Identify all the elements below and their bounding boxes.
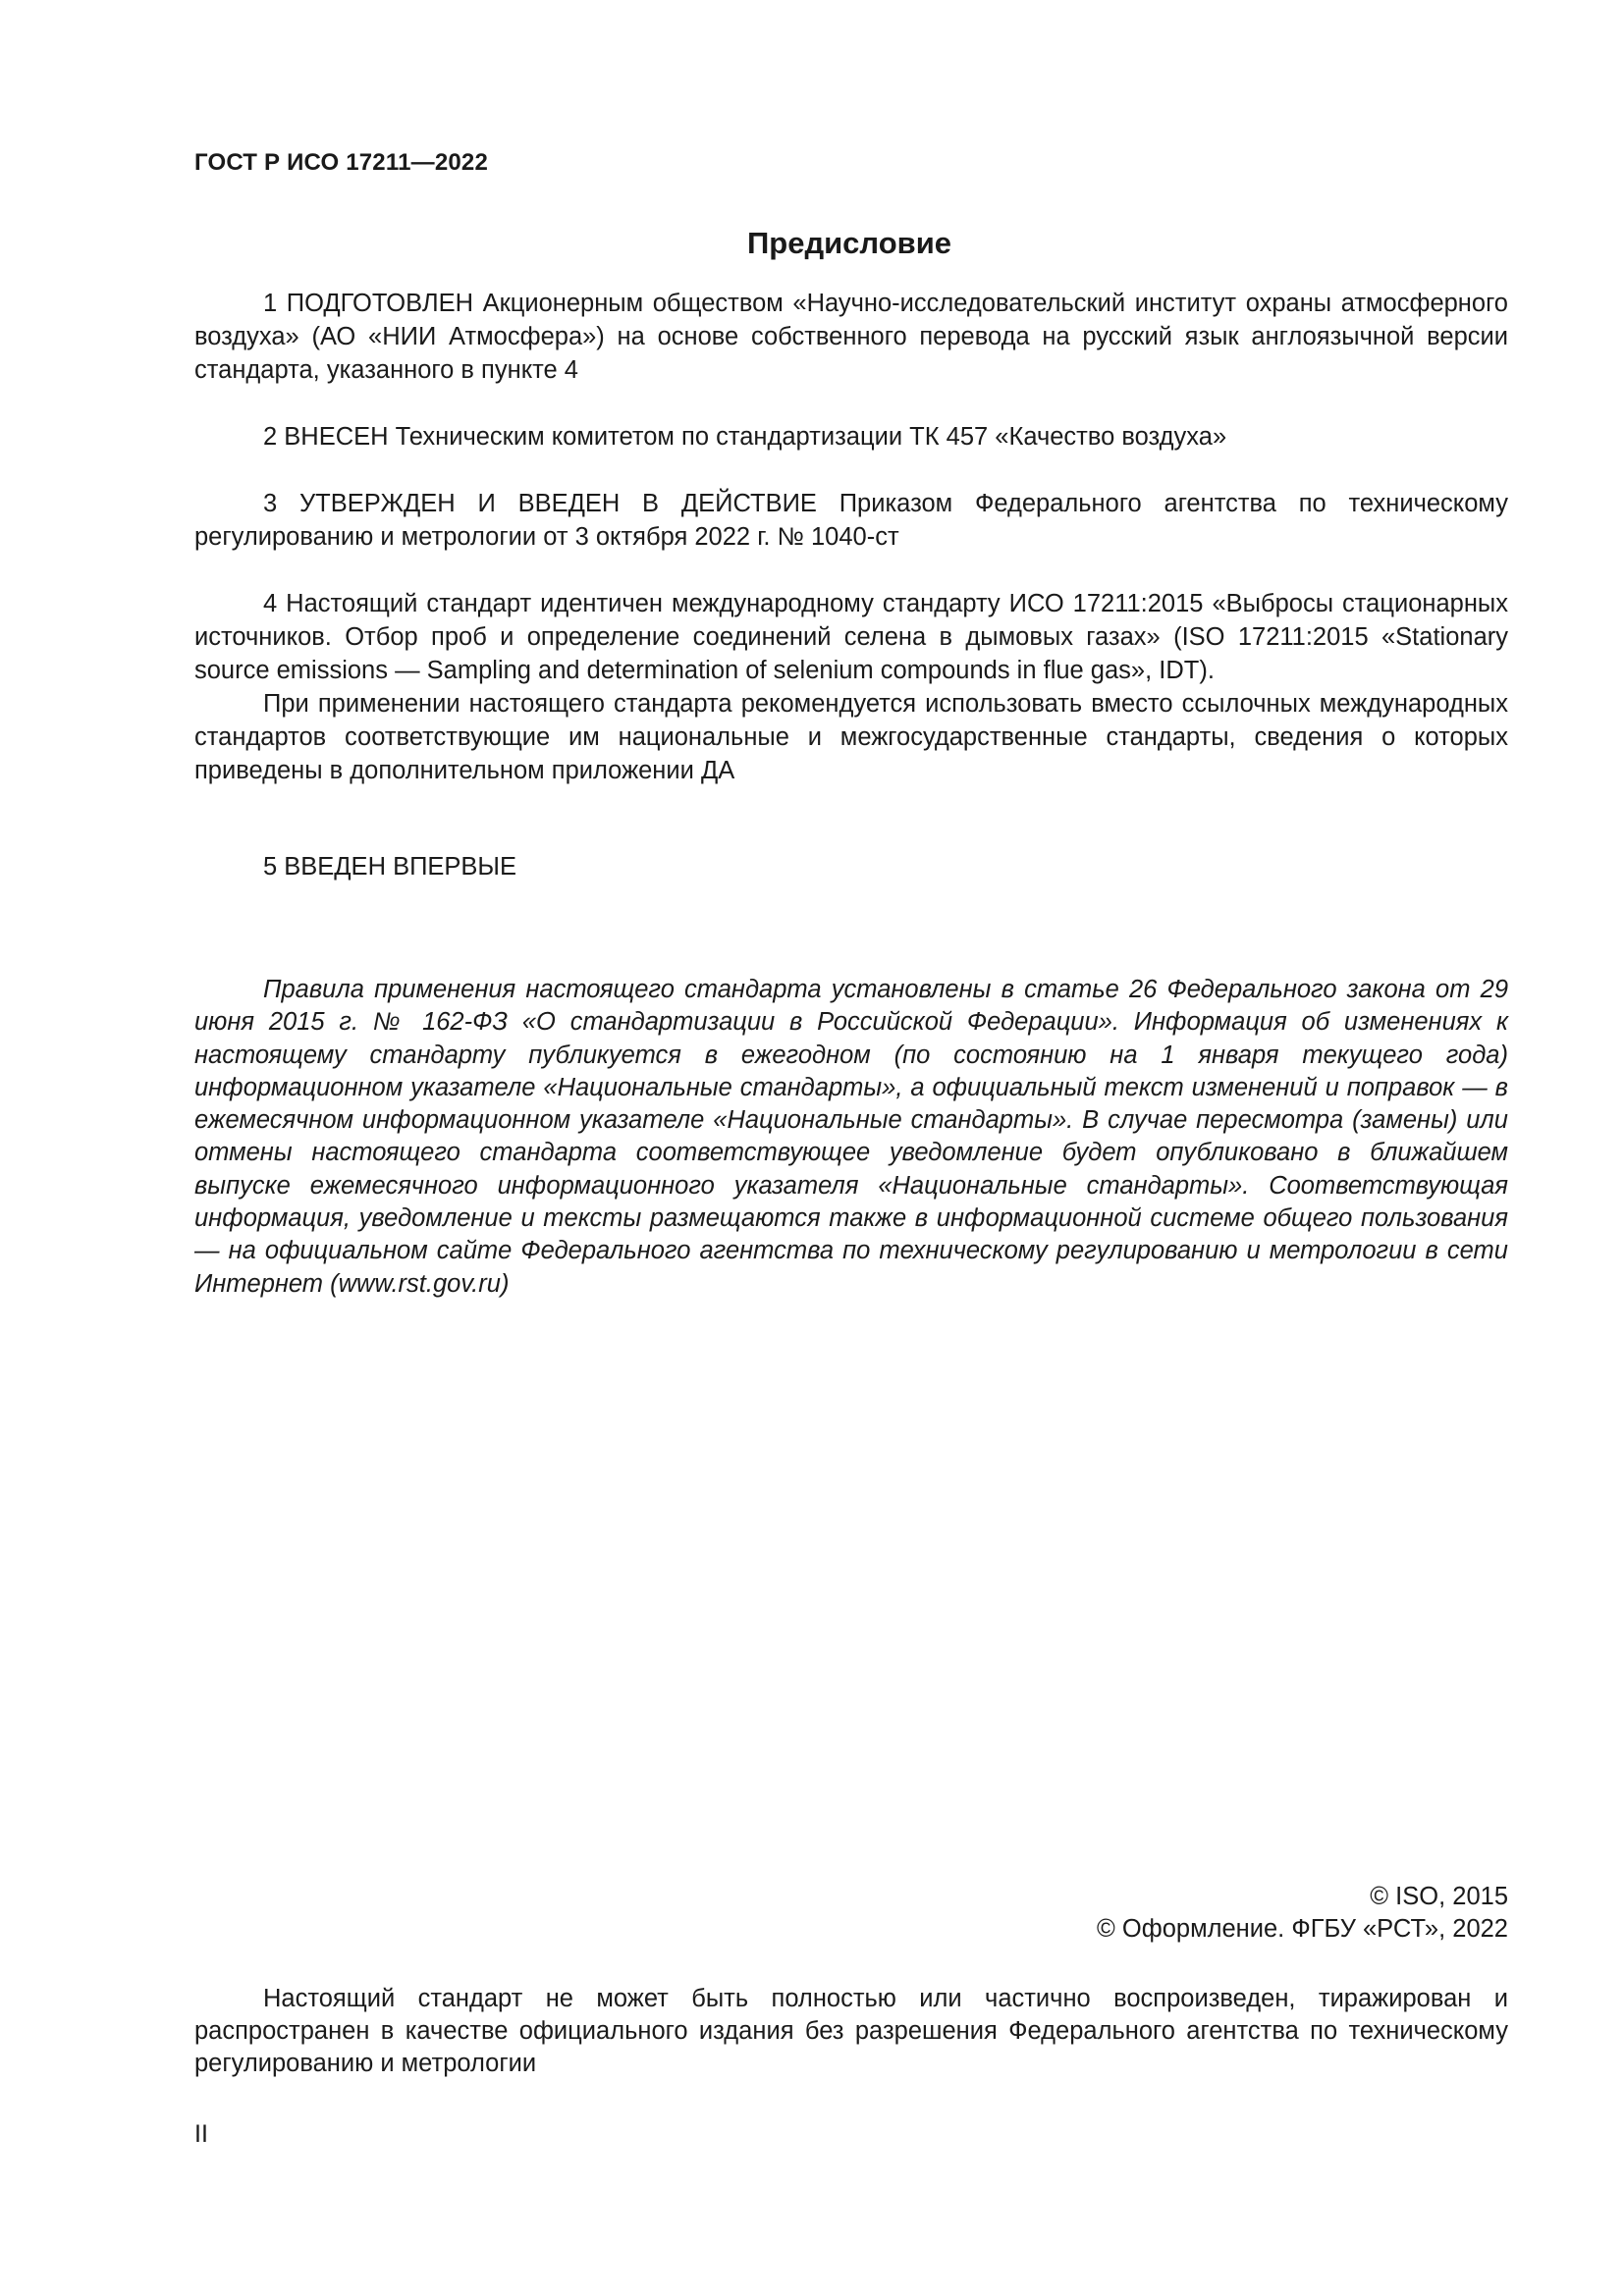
foreword-item-3 <box>194 487 1508 554</box>
copyright-block <box>1097 1881 1508 1946</box>
foreword-item-2 <box>194 420 1508 454</box>
foreword-item-5-text: 5 ВВЕДЕН ВПЕРВЫЕ <box>263 853 517 881</box>
page-number: II <box>194 2120 208 2148</box>
foreword-item-4-note: При применении настоящего стандарта рекомендуется использовать вместо ссылочных международных стандартов соответствующие им национальные и межгосударственные стандарты, сведения о которых приведены в дополнительном приложении ДА <box>194 690 1508 784</box>
reproduction-notice <box>194 1983 1508 2080</box>
foreword-item-5 <box>194 850 1508 883</box>
law-application-notice-text: Правила применения настоящего стандарта установлены в статье 26 Федерального закона от 29 июня 2015 г. № 162-ФЗ «О стандартизации в Российской Федерации». Информация об изменениях к настоящему стандарту публикуется в ежегодном (по состоянию на 1 января текущего года) информационном указателе «Национальные стандарты», а официальный текст изменений и поправок — в ежемесячном информационном указателе «Национальные стандарты». В случае пересмотра (замены) или отмены настоящего стандарта соответствующее уведомление будет опубликовано в ближайшем выпуске ежемесячного информационного указателя «Национальные стандарты». Соответствующая информация, уведомление и тексты размещаются также в информационной системе общего пользования — на официальном сайте Федерального агентства по техническому регулированию и метрологии в сети Интернет (www.rst.gov.ru) <box>194 976 1508 1298</box>
foreword-title: Предисловие <box>746 226 951 260</box>
reproduction-notice-text: Настоящий стандарт не может быть полностью или частично воспроизведен, тиражирован и распространен в качестве официального издания без разрешения Федерального агентства по техническому регулированию и метрологии <box>194 1985 1508 2077</box>
foreword-item-2-text: 2 ВНЕСЕН Техническим комитетом по стандартизации ТК 457 «Качество воздуха» <box>263 423 1227 451</box>
standard-code-header: ГОСТ Р ИСО 17211—2022 <box>194 149 489 176</box>
foreword-item-1 <box>194 287 1508 387</box>
foreword-item-1-text: 1 ПОДГОТОВЛЕН Акционерным обществом «Научно-исследовательский институт охраны атмосферного воздуха» (АО «НИИ Атмосфера») на основе собственного перевода на русский язык англоязычной версии стандарта, указанного в пункте 4 <box>194 290 1508 384</box>
foreword-item-4-text: 4 Настоящий стандарт идентичен международному стандарту ИСО 17211:2015 «Выбросы стационарных источников. Отбор проб и определение соединений селена в дымовых газах» (ISO 17211:2015 «Stationary source emissions — Sampling and determination of selenium compounds in flue gas», IDT). <box>194 590 1508 684</box>
copyright-design: © Оформление. ФГБУ «РСТ», 2022 <box>1097 1915 1508 1943</box>
foreword-item-3-text: 3 УТВЕРЖДЕН И ВВЕДЕН В ДЕЙСТВИЕ Приказом Федерального агентства по техническому регулированию и метрологии от 3 октября 2022 г. № 1040-ст <box>194 490 1508 551</box>
foreword-item-4 <box>194 587 1508 787</box>
law-application-notice <box>194 974 1508 1301</box>
copyright-iso: © ISO, 2015 <box>1370 1883 1508 1910</box>
